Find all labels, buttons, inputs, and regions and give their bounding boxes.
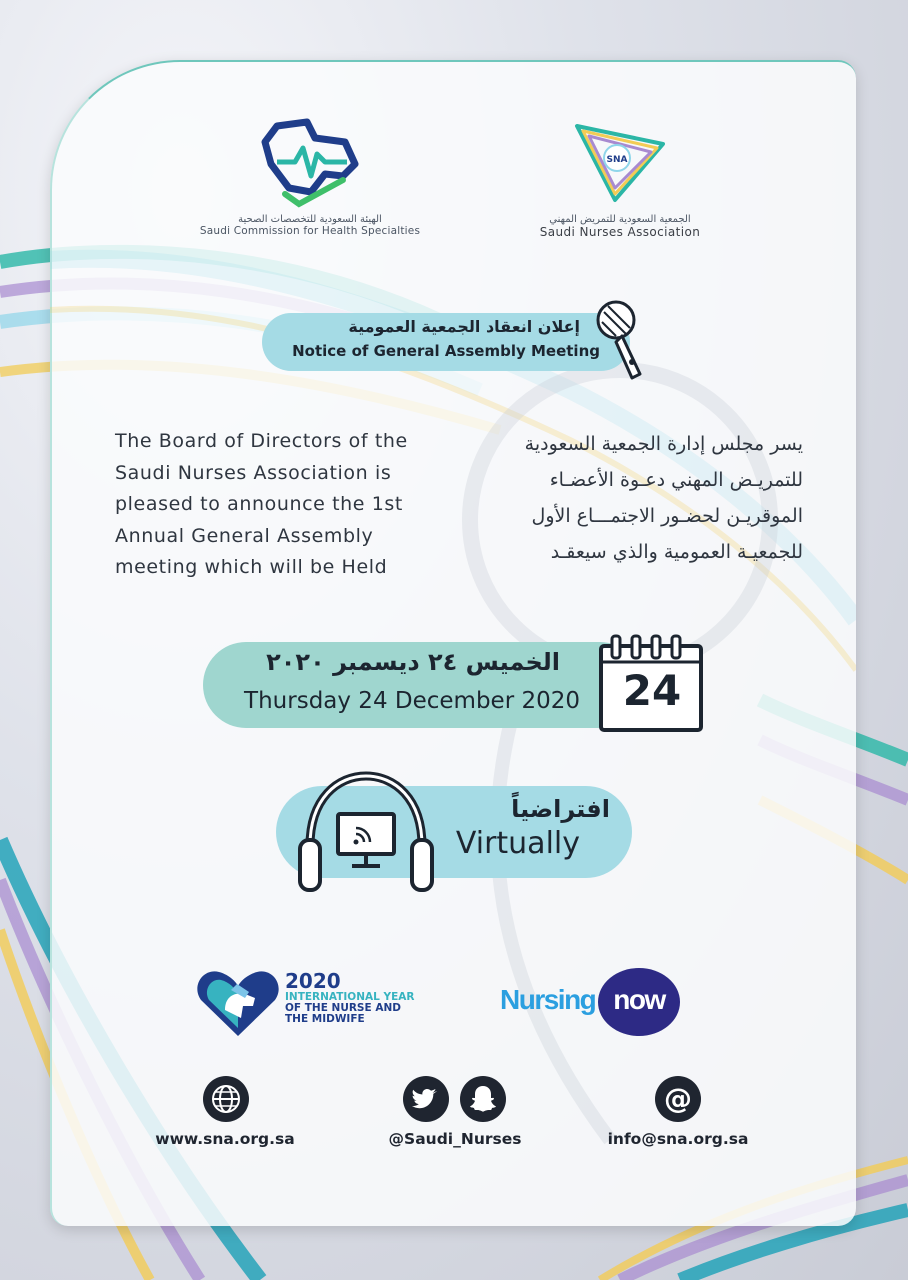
venue-text-ar: افتراضياً [511, 795, 610, 823]
sna-badge-text: SNA [606, 155, 628, 165]
announcement-en-line: Annual General Assembly [115, 524, 374, 547]
globe-icon[interactable] [203, 1076, 249, 1122]
date-text-ar: الخميس ٢٤ ديسمبر ٢٠٢٠ [266, 648, 560, 676]
calendar-day-number: 24 [622, 666, 682, 715]
social-handle-link[interactable]: @Saudi_Nurses [388, 1130, 522, 1148]
announcement-ar-line: للتمريـض المهني دعـوة الأعضـاء [549, 469, 803, 491]
snapchat-glyph [460, 1076, 506, 1122]
announcement-en-line: meeting which will be Held [115, 556, 388, 578]
sna-name-ar: الجمعية السعودية للتمريض المهني [549, 214, 691, 225]
announcement-ar-line: الموقريـن لحضـور الاجتمـــاع الأول [531, 505, 803, 527]
announcement-en-line: The Board of Directors of the [115, 430, 408, 452]
announcement-text-ar [470, 426, 803, 570]
notice-title-ar: إعلان انعقاد الجمعية العمومية [348, 317, 580, 336]
venue-text-en: Virtually [455, 826, 580, 861]
scfhs-name-ar: الهيئة السعودية للتخصصات الصحية [238, 214, 382, 225]
year-line-3: THE MIDWIFE [285, 1013, 365, 1025]
snapchat-icon[interactable] [460, 1076, 506, 1122]
at-sign-icon[interactable] [655, 1076, 701, 1122]
notice-title-en: Notice of General Assembly Meeting [292, 342, 600, 360]
announcement-en-line: pleased to announce the 1st [115, 493, 403, 515]
at-sign-glyph: @ [664, 1082, 692, 1115]
year-of-nurse-heart-icon [195, 966, 281, 1038]
announcement-ar-line: يسر مجلس إدارة الجمعية السعودية [524, 433, 803, 455]
sna-emblem-icon [565, 118, 675, 210]
twitter-icon[interactable] [403, 1076, 449, 1122]
nursing-now-text: Nursing [500, 984, 596, 1015]
announcement-en-line: Saudi Nurses Association is [115, 461, 392, 484]
sna-name-en: Saudi Nurses Association [539, 225, 701, 239]
headset-monitor-icon [296, 768, 436, 898]
email-link[interactable]: info@sna.org.sa [607, 1130, 749, 1148]
scfhs-logo [180, 118, 440, 237]
globe-glyph [203, 1076, 249, 1122]
year-of-nurse-text [285, 970, 414, 1025]
scfhs-name-en: Saudi Commission for Health Specialties [199, 225, 421, 237]
announcement-ar-line: للجمعيـة العمومية والذي سيعقـد [550, 541, 803, 563]
announcement-text-en [115, 426, 435, 584]
microphone-icon [592, 296, 652, 386]
year-line-2: OF THE NURSE AND [285, 1002, 401, 1014]
date-text-en: Thursday 24 December 2020 [244, 688, 580, 714]
year-number: 2020 [285, 969, 341, 993]
website-link[interactable]: www.sna.org.sa [155, 1130, 295, 1148]
twitter-glyph [403, 1076, 449, 1122]
year-line-1: INTERNATIONAL YEAR [285, 991, 415, 1003]
scfhs-emblem-icon [255, 118, 365, 210]
sna-logo [510, 118, 730, 239]
nursing-now-now: now [613, 984, 665, 1015]
